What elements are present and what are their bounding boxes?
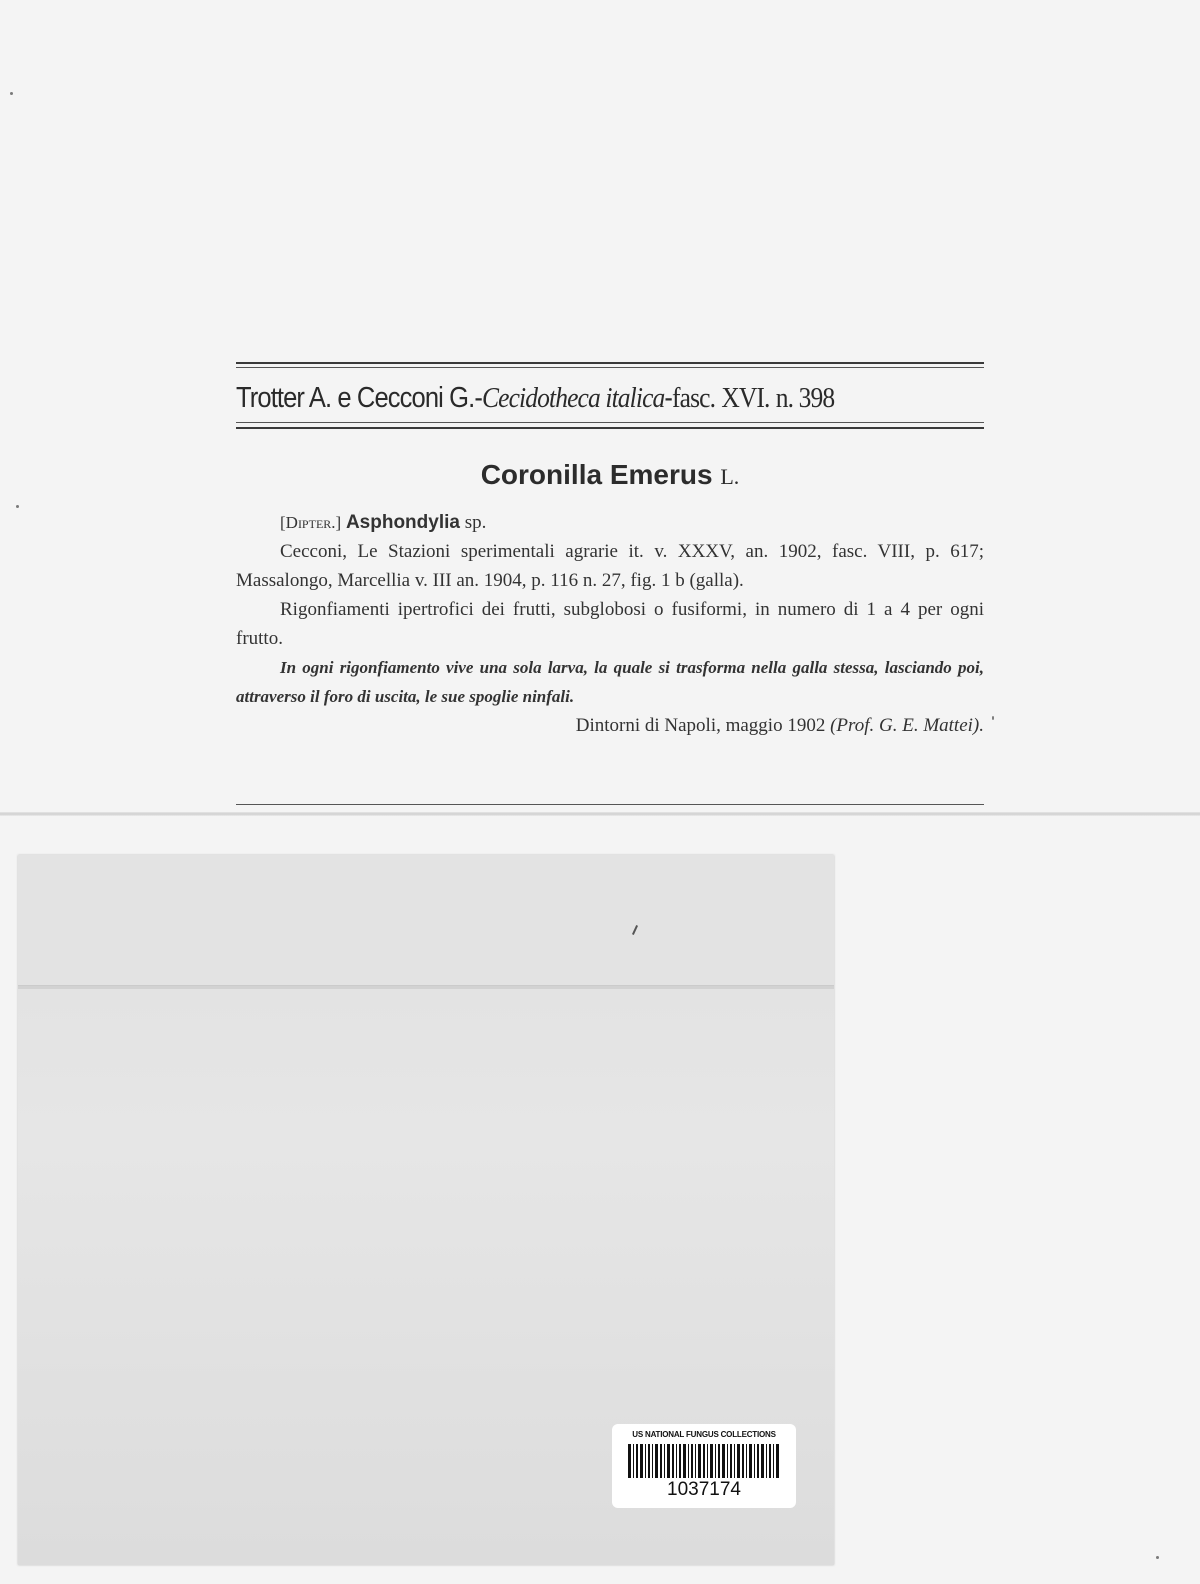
header-dash: - (474, 382, 483, 414)
species-name: Coronilla Emerus (480, 459, 713, 490)
top-rule (236, 362, 984, 364)
references-text: Cecconi, Le Stazioni sperimentali agrarie it. v. XXXV, an. 1902, fasc. VIII, p. 617; Massalongo, Marcellia v. III an. 1904, p. 116 n. 27, fig. 1 b (galla). (236, 541, 984, 591)
exsiccata-label (236, 362, 984, 818)
gall-maker-rank: sp. (464, 512, 487, 533)
description-text: Rigonfiamenti ipertrofici dei frutti, subglobosi o fusiformi, in numero di 1 a 4 per ogni frutto. (236, 599, 984, 649)
packet-flap[interactable] (18, 855, 834, 987)
gall-maker-order: [Dipter.] (280, 513, 342, 532)
species-title (236, 458, 984, 494)
bottom-rule (236, 804, 984, 805)
header-rule-secondary (236, 427, 984, 429)
label-body (236, 508, 984, 740)
speck (992, 716, 994, 720)
gall-maker-line (236, 508, 984, 537)
species-author: L. (720, 464, 740, 489)
header-authors: Trotter A. e Cecconi G. (236, 382, 475, 414)
header-number: n. 398 (775, 382, 835, 414)
header-fasc-number: XVI. (721, 382, 770, 414)
label-header (236, 378, 894, 418)
speck (1156, 1556, 1159, 1559)
sticker-institution: US NATIONAL FUNGUS COLLECTIONS (632, 1430, 776, 1439)
collector-text: (Prof. G. E. Mattei). (830, 715, 984, 736)
note-text: In ogni rigonfiamento vive una sola larva, la quale si trasforma nella galla stessa, lasciando poi, attraverso il foro di uscita, le sue spoglie ninfali. (236, 658, 984, 706)
locality-text: Dintorni di Napoli, maggio 1902 (575, 715, 826, 736)
locality-line (236, 711, 984, 740)
header-series: Cecidotheca italica (482, 382, 665, 414)
speck (10, 92, 13, 95)
header-rule (236, 422, 984, 423)
barcode-number: 1037174 (667, 1479, 741, 1500)
gall-maker-genus: Asphondylia (345, 512, 460, 533)
sheet-fold-line (0, 812, 1200, 816)
top-rule-secondary (236, 367, 984, 368)
barcode-icon (628, 1444, 780, 1478)
header-dash: - (664, 382, 673, 414)
speck (16, 505, 19, 508)
header-fasc-prefix: fasc. (672, 382, 716, 414)
barcode-sticker (612, 1424, 796, 1508)
